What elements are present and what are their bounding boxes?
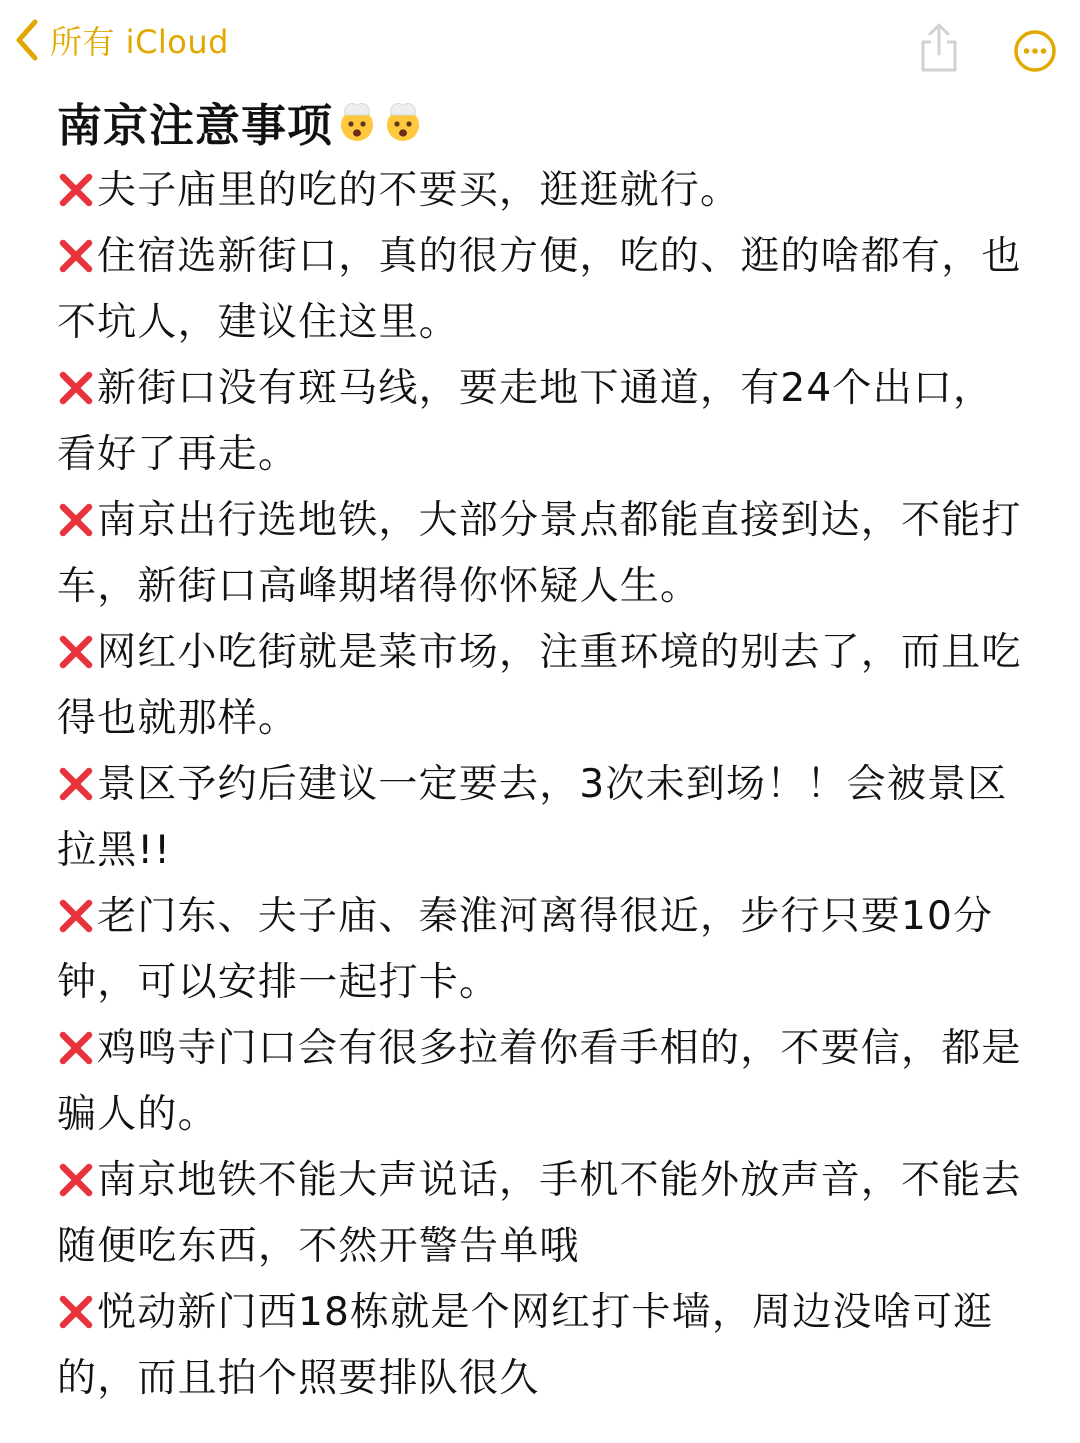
note-item-text: 夫子庙里的吃的不要买，逛逛就行。 (97, 168, 741, 213)
cross-mark-icon (57, 1161, 95, 1199)
note-item-text: 南京地铁不能大声说话，手机不能外放声音，不能去随便吃东西，不然开警告单哦 (57, 1158, 1022, 1269)
note-item-text: 悦动新门西18栋就是个网红打卡墙，周边没啥可逛的，而且拍个照要排队很久 (57, 1290, 994, 1401)
note-item-text: 住宿选新街口，真的很方便，吃的、逛的啥都有，也不坑人，建议住这里。 (57, 234, 1022, 345)
back-button[interactable] (14, 18, 229, 62)
share-icon (914, 22, 964, 74)
cross-mark-icon (57, 501, 95, 539)
back-label: 所有 iCloud (50, 23, 229, 61)
note-item (57, 1016, 1027, 1148)
note-title: 南京注意事项 (57, 98, 334, 152)
note-item (57, 488, 1027, 620)
cross-mark-icon (57, 1029, 95, 1067)
cross-mark-icon (57, 897, 95, 935)
share-button[interactable] (914, 22, 964, 74)
ellipsis-circle-icon (1012, 28, 1058, 74)
cross-mark-icon (57, 633, 95, 671)
note-item-text: 新街口没有斑马线，要走地下通道，有24个出口，看好了再走。 (57, 366, 994, 477)
note-item-text: 老门东、夫子庙、秦淮河离得很近，步行只要10分钟，可以安排一起打卡。 (57, 894, 994, 1005)
note-item (57, 620, 1027, 752)
note-item (57, 752, 1027, 884)
note-item-text: 鸡鸣寺门口会有很多拉着你看手相的，不要信，都是骗人的。 (57, 1026, 1022, 1137)
exploding-head-emoji-icon (333, 99, 425, 143)
cross-mark-icon (57, 171, 95, 209)
note-item-text: 网红小吃街就是菜市场，注重环境的别去了，而且吃得也就那样。 (57, 630, 1022, 741)
note-item (57, 356, 1027, 488)
cross-mark-icon (57, 1293, 95, 1331)
note-item (57, 1280, 1027, 1412)
note-title-row (57, 86, 425, 156)
more-options-button[interactable] (1012, 28, 1058, 74)
navigation-bar (0, 0, 1080, 88)
cross-mark-icon (57, 765, 95, 803)
note-item (57, 1148, 1027, 1280)
note-item-text: 景区予约后建议一定要去，3次未到场！！会被景区拉黑!! (57, 762, 1008, 873)
chevron-left-icon (14, 18, 40, 62)
note-item (57, 158, 1027, 224)
cross-mark-icon (57, 369, 95, 407)
note-item-text: 南京出行选地铁，大部分景点都能直接到达，不能打车，新街口高峰期堵得你怀疑人生。 (57, 498, 1022, 609)
note-item (57, 884, 1027, 1016)
note-item (57, 224, 1027, 356)
note-body[interactable] (57, 158, 1027, 1412)
cross-mark-icon (57, 237, 95, 275)
